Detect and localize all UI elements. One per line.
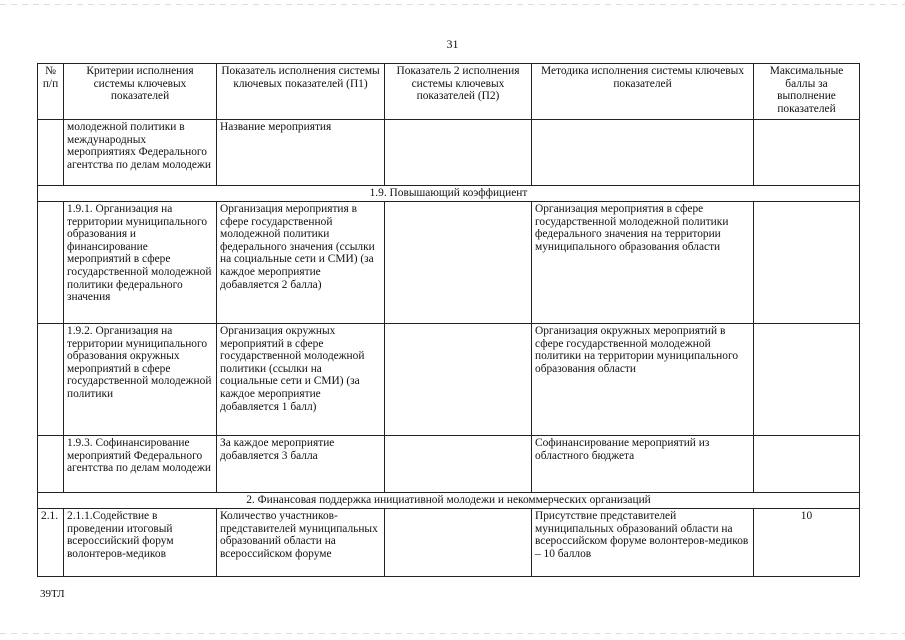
cell-max-score	[754, 436, 860, 493]
cell-criteria: 2.1.1.Содействие в проведении итоговый всероссийский форум волонтеров-медиков	[64, 509, 217, 577]
cell-criteria: молодежной политики в международных мероприятиях Федерального агентства по делам молодежи	[64, 120, 217, 186]
cell-max-score: 10	[754, 509, 860, 577]
cell-number	[38, 324, 64, 436]
cell-indicator-p2	[385, 436, 532, 493]
section-heading: 1.9. Повышающий коэффициент	[38, 186, 860, 202]
cell-number	[38, 436, 64, 493]
cell-number	[38, 202, 64, 324]
table-header-row	[38, 64, 860, 120]
header-number: № п/п	[38, 64, 64, 120]
cell-method: Софинансирование мероприятий из областного бюджета	[532, 436, 754, 493]
header-indicator-p2: Показатель 2 исполнения системы ключевых показателей (П2)	[385, 64, 532, 120]
table-row	[38, 436, 860, 493]
cell-indicator-p2	[385, 324, 532, 436]
cell-criteria: 1.9.3. Софинансирование мероприятий Федерального агентства по делам молодежи	[64, 436, 217, 493]
cell-indicator-p1: Название мероприятия	[217, 120, 385, 186]
cell-method: Присутствие представителей муниципальных образований области на всероссийском форуме волонтеров-медиков – 10 баллов	[532, 509, 754, 577]
cell-indicator-p2	[385, 120, 532, 186]
cell-number: 2.1.	[38, 509, 64, 577]
header-max-score: Максимальные баллы за выполнение показателей	[754, 64, 860, 120]
cell-criteria: 1.9.2. Организация на территории муниципального образования окружных мероприятий в сфере государственной молодежной политики	[64, 324, 217, 436]
document-code: 39ТЛ	[40, 588, 65, 600]
cell-max-score	[754, 202, 860, 324]
cell-indicator-p1: Организация окружных мероприятий в сфере государственной молодежной политики (ссылки на социальные сети и СМИ) (за каждое мероприятие добавляется 1 балл)	[217, 324, 385, 436]
scan-artifact-bottom	[0, 633, 905, 634]
cell-method	[532, 120, 754, 186]
header-indicator-p1: Показатель исполнения системы ключевых показателей (П1)	[217, 64, 385, 120]
cell-criteria: 1.9.1. Организация на территории муниципального образования и финансирование мероприятий в сфере государственной молодежной политики федерального значения	[64, 202, 217, 324]
cell-method: Организация окружных мероприятий в сфере государственной молодежной политики на территории муниципального образования области	[532, 324, 754, 436]
key-indicators-table	[37, 63, 860, 577]
cell-indicator-p2	[385, 509, 532, 577]
section-heading: 2. Финансовая поддержка инициативной молодежи и некоммерческих организаций	[38, 493, 860, 509]
section-row	[38, 186, 860, 202]
scan-artifact-top	[0, 4, 905, 5]
cell-indicator-p1: Организация мероприятия в сфере государственной молодежной политики федерального значения (ссылки на социальные сети и СМИ) (за каждое мероприятие добавляется 2 балла)	[217, 202, 385, 324]
cell-indicator-p1: Количество участников-представителей муниципальных образований области на всероссийском форуме	[217, 509, 385, 577]
page-number: 31	[446, 37, 459, 51]
table-row	[38, 324, 860, 436]
cell-method: Организация мероприятия в сфере государственной молодежной политики федерального значения на территории муниципального образования области	[532, 202, 754, 324]
cell-indicator-p2	[385, 202, 532, 324]
table-row	[38, 202, 860, 324]
section-row	[38, 493, 860, 509]
header-criteria: Критерии исполнения системы ключевых показателей	[64, 64, 217, 120]
table-row	[38, 120, 860, 186]
table-row	[38, 509, 860, 577]
cell-indicator-p1: За каждое мероприятие добавляется 3 балла	[217, 436, 385, 493]
cell-max-score	[754, 324, 860, 436]
cell-number	[38, 120, 64, 186]
header-method: Методика исполнения системы ключевых показателей	[532, 64, 754, 120]
cell-max-score	[754, 120, 860, 186]
